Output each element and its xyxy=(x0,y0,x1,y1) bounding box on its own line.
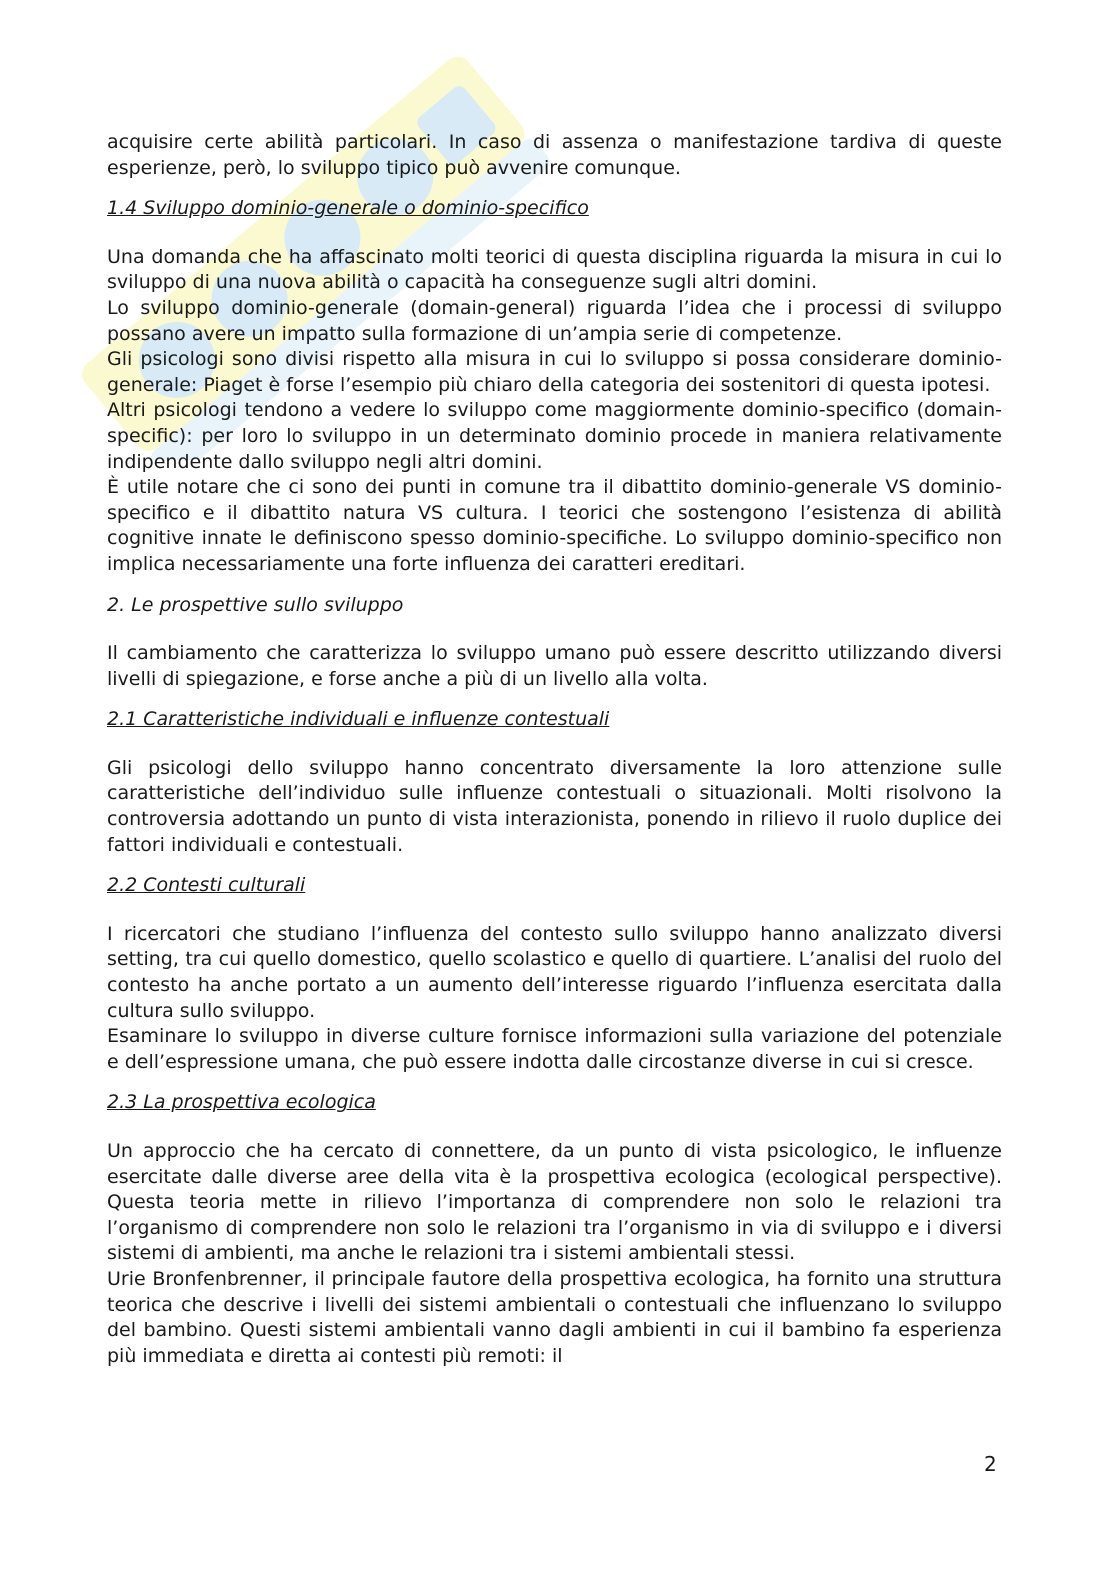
section-heading-2: 2. Le prospettive sullo sviluppo xyxy=(107,593,404,616)
paragraph: Urie Bronfenbrenner, il principale fautore della prospettiva ecologica, ha fornito una struttura teorica che descrive i livelli dei sistemi ambientali o contestuali che influenzano lo sviluppo del bambino. Questi sistemi ambientali vanno dagli ambienti in cui il bambino fa esperienza più immediata e diretta ai contesti più remoti: il xyxy=(107,1267,1002,1367)
paragraph: Una domanda che ha affascinato molti teorici di questa disciplina riguarda la misura in cui lo sviluppo di una nuova abilità o capacità ha conseguenze sugli altri domini. xyxy=(107,245,1002,294)
paragraph: Gli psicologi sono divisi rispetto alla misura in cui lo sviluppo si possa considerare dominio-generale: Piaget è forse l’esempio più chiaro della categoria dei sostenitori di questa ipotesi. xyxy=(107,348,1002,396)
page-number: 2 xyxy=(984,1452,997,1476)
paragraph: È utile notare che ci sono dei punti in comune tra il dibattito dominio-generale VS dominio-specifico e il dibattito natura VS cultura. I teorici che sostengono l’esistenza di abilità cognitive innate le definiscono spesso dominio-specifiche. Lo sviluppo dominio-specifico non implica necessariamente una forte influenza dei caratteri ereditari. xyxy=(107,476,1002,575)
paragraph: Gli psicologi dello sviluppo hanno concentrato diversamente la loro attenzione sulle caratteristiche dell’individuo sulle influenze contestuali o situazionali. Molti risolvono la controversia adottando un punto di vista interazionista, ponendo in rilievo il ruolo duplice dei fattori individuali e contestuali. xyxy=(107,756,1002,856)
document-page xyxy=(107,130,1002,1369)
paragraph: Altri psicologi tendono a vedere lo sviluppo come maggiormente dominio-specifico (domain-specific): per loro lo sviluppo in un determinato dominio procede in maniera relativamente indipendente dallo sviluppo negli altri domini. xyxy=(107,399,1002,473)
section-heading-2-1: 2.1 Caratteristiche individuali e influenze contestuali xyxy=(107,708,610,731)
paragraph: I ricercatori che studiano l’influenza del contesto sullo sviluppo hanno analizzato diversi setting, tra cui quello domestico, quello scolastico e quello di quartiere. L’analisi del ruolo del contesto ha anche portato a un aumento dell’interesse riguardo l’influenza esercitata dalla cultura sullo sviluppo. xyxy=(107,922,1002,1022)
section-heading-1-4: 1.4 Sviluppo dominio-generale o dominio-specifico xyxy=(107,197,589,220)
paragraph-continuation: acquisire certe abilità particolari. In caso di assenza o manifestazione tardiva di queste esperienze, però, lo sviluppo tipico può avvenire comunque. xyxy=(107,131,1002,179)
paragraph: Lo sviluppo dominio-generale (domain-general) riguarda l’idea che i processi di sviluppo possano avere un impatto sulla formazione di un’ampia serie di competenze. xyxy=(107,296,1002,345)
paragraph: Un approccio che ha cercato di connettere, da un punto di vista psicologico, le influenze esercitate dalle diverse aree della vita è la prospettiva ecologica (ecological perspective). Questa teoria mette in rilievo l’importanza di comprendere non solo le relazioni tra l’organismo di comprendere non solo le relazioni tra l’organismo in via di sviluppo e i diversi sistemi di ambienti, ma anche le relazioni tra i sistemi ambientali stessi. xyxy=(107,1140,1002,1265)
section-heading-2-3: 2.3 La prospettiva ecologica xyxy=(107,1091,376,1114)
section-heading-2-2: 2.2 Contesti culturali xyxy=(107,874,306,897)
paragraph: Esaminare lo sviluppo in diverse culture fornisce informazioni sulla variazione del potenziale e dell’espressione umana, che può essere indotta dalle circostanze diverse in cui si cresce. xyxy=(107,1025,1002,1073)
paragraph: Il cambiamento che caratterizza lo sviluppo umano può essere descritto utilizzando diversi livelli di spiegazione, e forse anche a più di un livello alla volta. xyxy=(107,642,1002,690)
